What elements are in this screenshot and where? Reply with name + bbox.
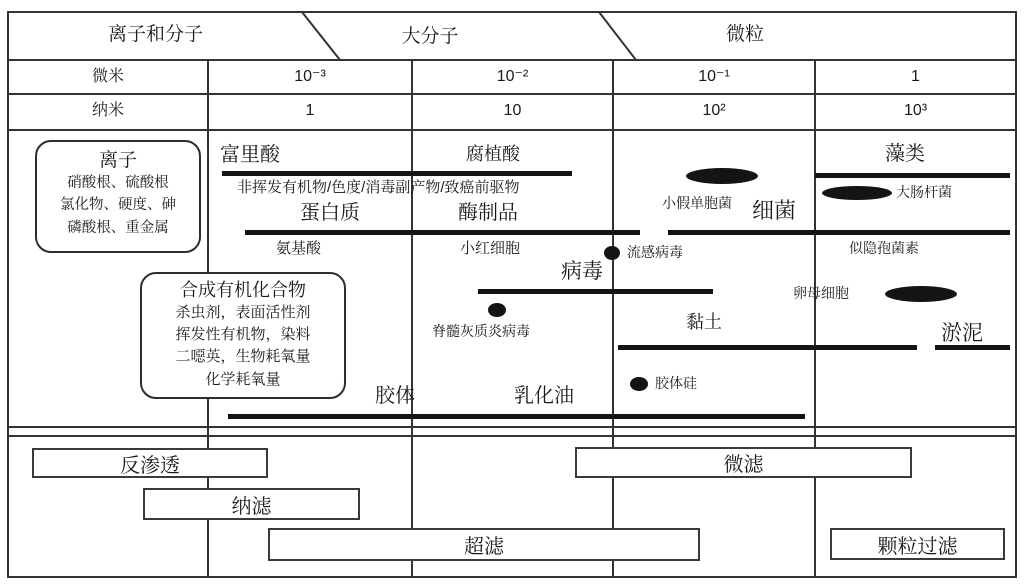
nano-tick-2: 10 (503, 102, 522, 119)
label-amino-acid: 氨基酸 (276, 240, 322, 257)
range-bar-silt (935, 345, 1010, 350)
micron-tick-1: 10⁻³ (294, 68, 326, 85)
colloidal-silica-dot (630, 377, 648, 391)
range-bar-protein-enzyme (245, 230, 640, 235)
process-box-reverse-osmosis (32, 448, 268, 478)
micron-tick-3: 10⁻¹ (698, 68, 730, 85)
process-box-microfiltration (575, 447, 912, 478)
polio-virus-dot (488, 303, 506, 317)
pseudomonas-cell-shape (686, 168, 758, 184)
process-box-nanofiltration (143, 488, 360, 520)
nano-tick-3: 10² (702, 102, 726, 119)
label-polio-virus: 脊髓灰质炎病毒 (432, 323, 530, 339)
scale-row-label-micron: 微米 (91, 68, 124, 85)
range-bar-fulvic-humic (222, 171, 572, 176)
label-cryptosporidium: 似隐孢菌素 (849, 240, 919, 256)
ions-box-line-3: 磷酸根、重金属 (67, 219, 169, 236)
label-influenza-virus: 流感病毒 (627, 244, 683, 260)
organics-box-line-2: 挥发性有机物，染料 (175, 326, 311, 344)
category-macromolecules: 大分子 (401, 26, 459, 47)
organics-box-line-4: 化学耗氧量 (205, 370, 281, 388)
label-fulvic-acid: 富里酸 (220, 144, 280, 166)
category-ions-and-molecules: 离子和分子 (107, 24, 203, 45)
process-box-ultrafiltration (268, 528, 700, 561)
range-bar-algae (815, 173, 1010, 178)
ions-box-title: 离子 (98, 150, 137, 171)
header-diagonal-left (302, 12, 340, 60)
label-virus: 病毒 (561, 260, 603, 283)
process-label-ultrafiltration: 超滤 (464, 536, 504, 558)
label-bacteria: 细菌 (752, 198, 797, 223)
label-emulsified-oil: 乳化油 (514, 385, 574, 407)
nano-tick-1: 1 (305, 102, 315, 119)
label-colloid: 胶体 (375, 385, 415, 407)
process-label-granular-filtration: 颗粒过滤 (877, 535, 958, 558)
scale-row-label-nano: 纳米 (91, 102, 124, 119)
ions-group-box (35, 140, 201, 253)
influenza-virus-dot (604, 246, 620, 260)
label-algae: 藻类 (885, 143, 925, 165)
label-red-blood-cell: 小红细胞 (460, 240, 521, 257)
label-colloidal-silica: 胶体硅 (655, 375, 697, 391)
e-coli-cell-shape (822, 186, 892, 200)
micron-tick-4: 1 (911, 68, 920, 85)
range-bar-bacteria (668, 230, 1010, 235)
label-protein: 蛋白质 (300, 202, 360, 224)
range-bar-colloid-oil (228, 414, 805, 419)
label-e-coli: 大肠杆菌 (896, 184, 952, 200)
ions-box-line-1: 硝酸根、硫酸根 (67, 175, 169, 191)
organics-box-line-1: 杀虫剂，表面活性剂 (175, 304, 311, 321)
process-label-microfiltration: 微滤 (723, 454, 764, 476)
label-silt: 淤泥 (941, 322, 983, 345)
range-bar-clay (618, 345, 917, 350)
process-label-nanofiltration: 纳滤 (231, 495, 272, 518)
process-label-reverse-osmosis: 反渗透 (120, 454, 180, 477)
organics-box-title: 合成有机化合物 (180, 280, 306, 300)
label-humic-acid: 腐植酸 (466, 144, 520, 164)
organics-box-line-3: 二噁英，生物耗氧量 (175, 348, 311, 366)
micron-tick-2: 10⁻² (496, 68, 529, 85)
synthetic-organics-group-box (140, 272, 346, 399)
oocyst-cell-shape (885, 286, 957, 302)
category-particles: 微粒 (725, 24, 764, 45)
label-nonvolatile-organics: 非挥发有机物/色度/消毒副产物/致癌前驱物 (237, 179, 520, 196)
header-diagonal-right (599, 12, 636, 60)
label-pseudomonas: 小假单胞菌 (662, 195, 732, 211)
ions-box-line-2: 氯化物、硬度、砷 (60, 197, 176, 214)
label-clay: 黏土 (686, 312, 722, 332)
range-bar-virus (478, 289, 713, 294)
label-enzyme: 酶制品 (458, 202, 518, 224)
label-oocyst: 卵母细胞 (793, 285, 849, 301)
nano-tick-4: 10³ (903, 102, 928, 119)
process-box-granular-filtration (830, 528, 1005, 560)
